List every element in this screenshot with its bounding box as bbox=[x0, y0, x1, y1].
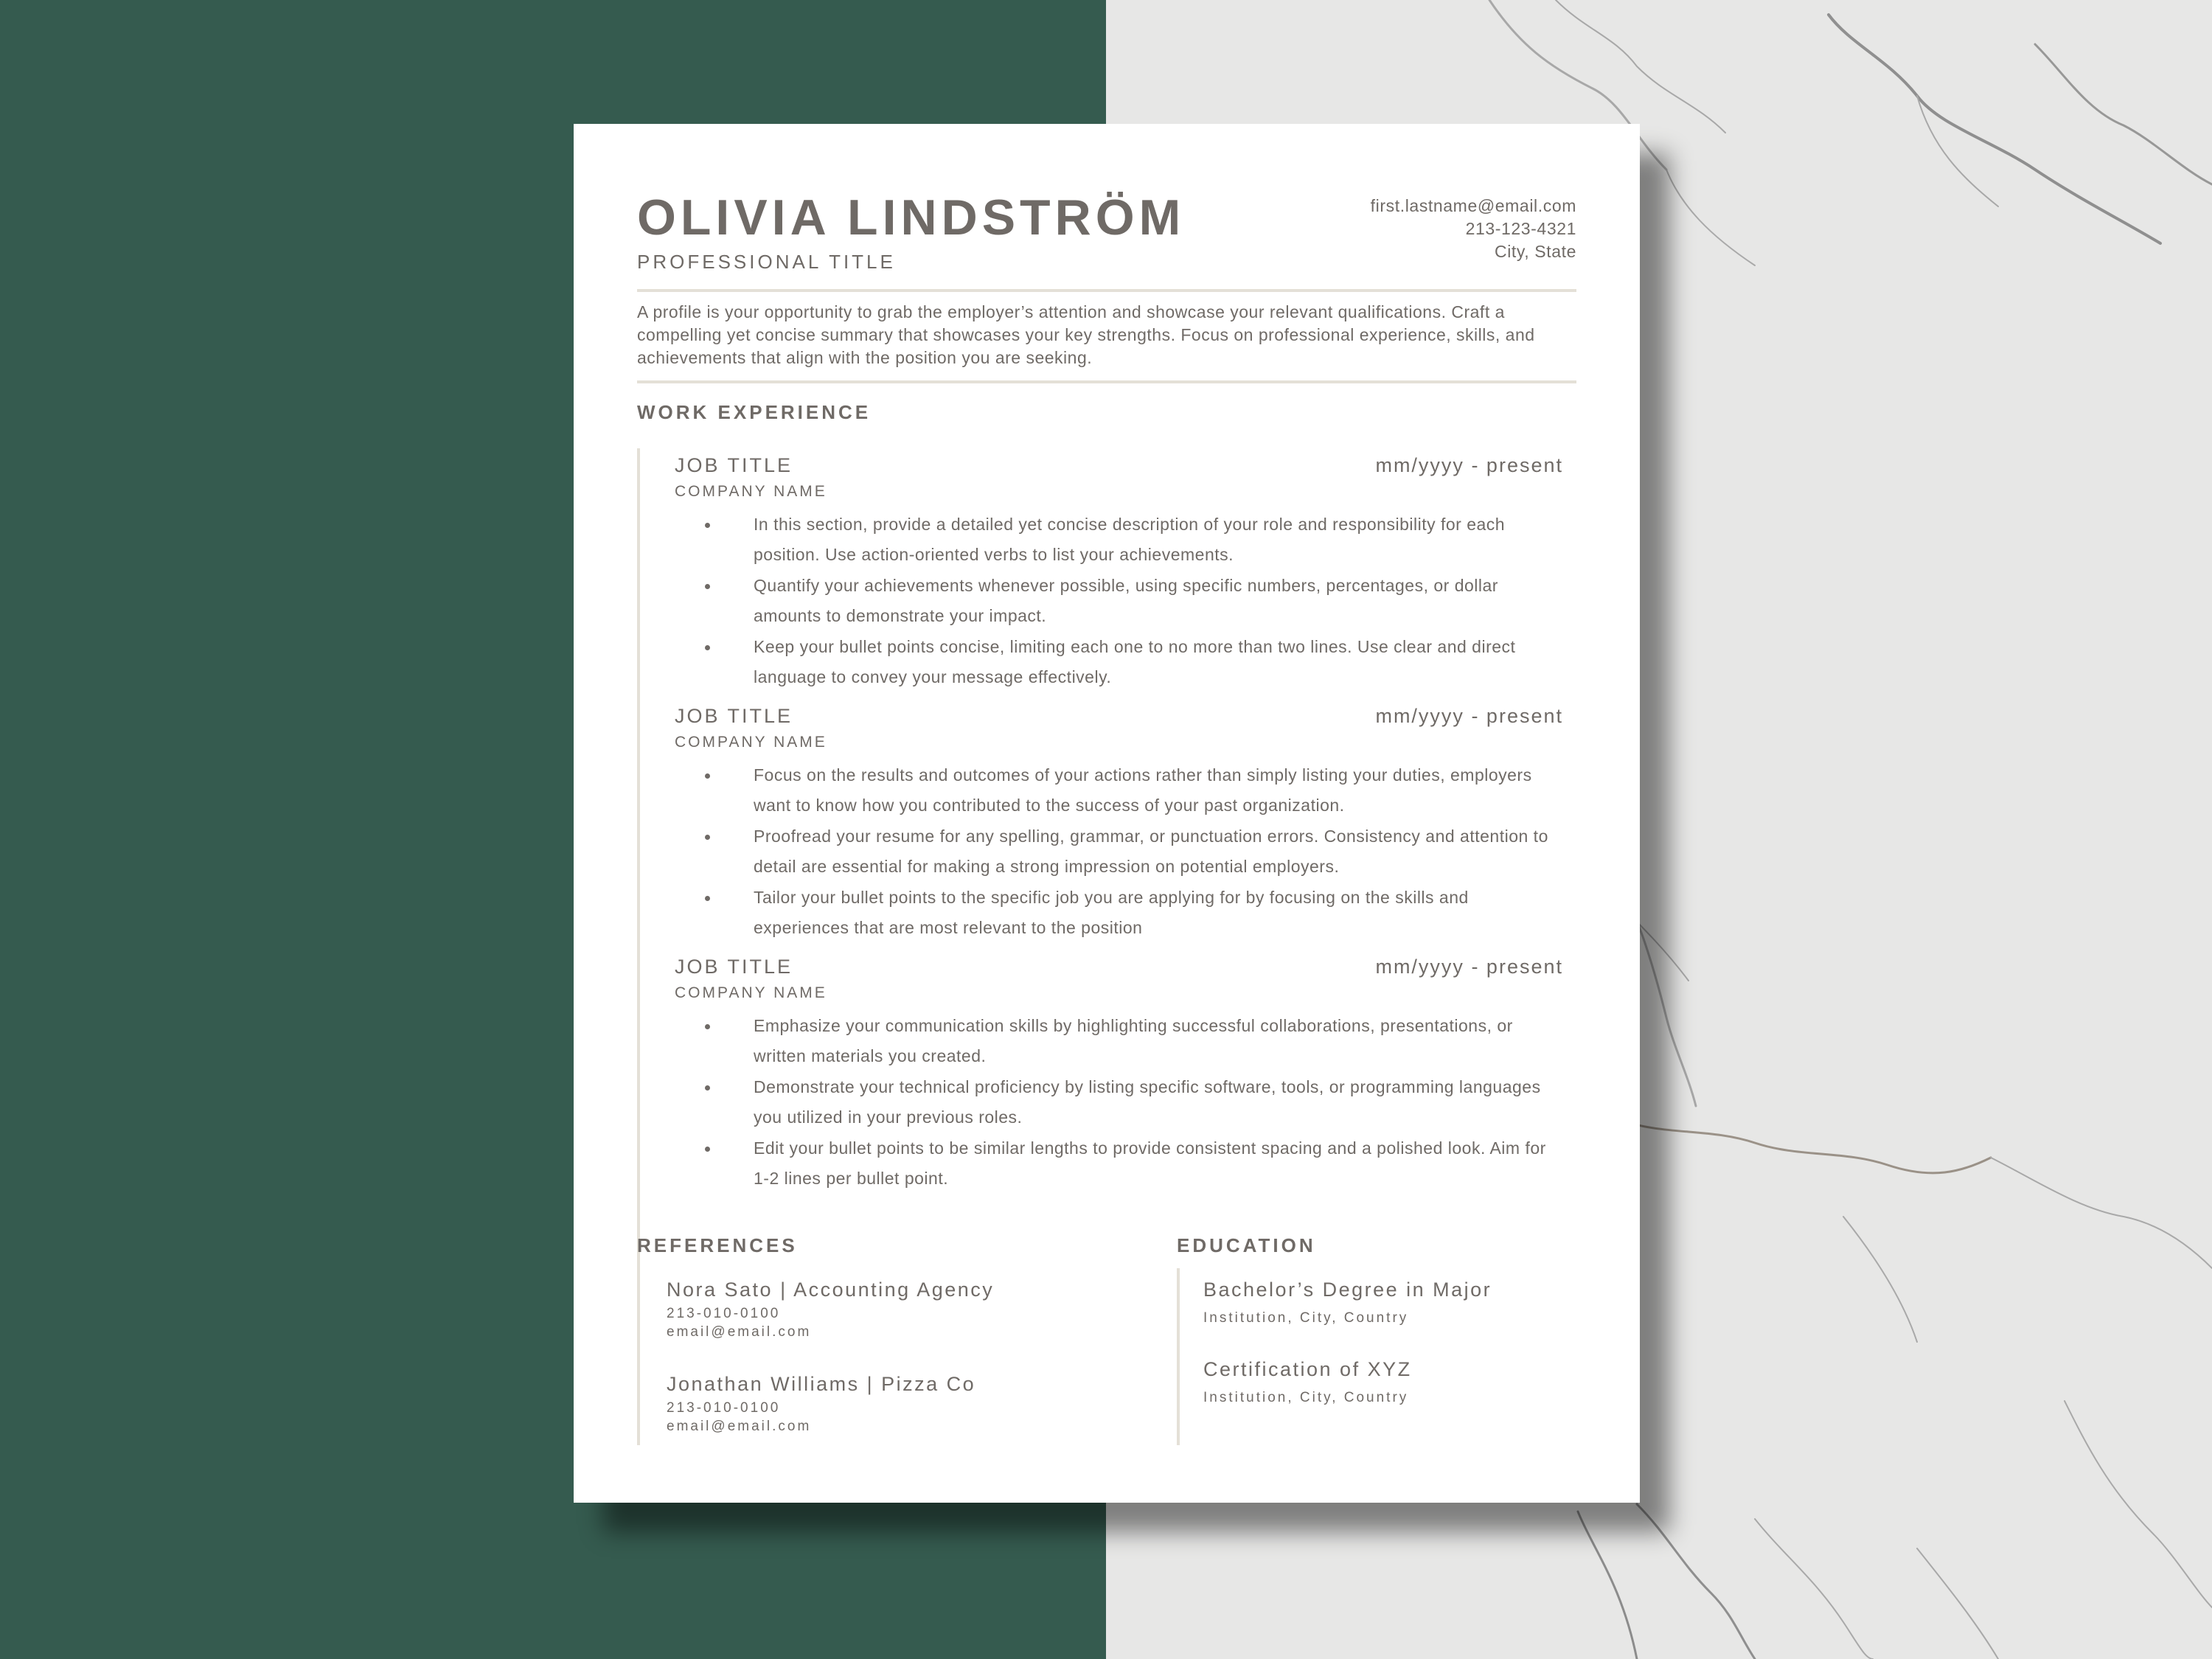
education-entry bbox=[1203, 1279, 1492, 1326]
job-bullets bbox=[675, 1011, 1563, 1194]
work-section-border bbox=[637, 448, 640, 1326]
job-dates: mm/yyyy - present bbox=[1375, 454, 1563, 476]
education-heading: EDUCATION bbox=[1177, 1234, 1316, 1256]
job-bullet bbox=[675, 821, 1563, 882]
job-bullet bbox=[675, 883, 1563, 943]
reference-phone: 213-010-0100 bbox=[667, 1306, 781, 1321]
bullet-text: In this section, provide a detailed yet concise description of your role and responsibility for each position. Use action-oriented verbs to list your achievements. bbox=[754, 515, 1506, 564]
bullet-icon bbox=[705, 645, 710, 650]
bullet-icon bbox=[705, 523, 710, 528]
bullet-icon bbox=[705, 1147, 710, 1152]
job-dates: mm/yyyy - present bbox=[1375, 956, 1563, 978]
reference-email: email@email.com bbox=[667, 1324, 812, 1340]
references-heading: REFERENCES bbox=[637, 1234, 798, 1256]
education-degree: Bachelor’s Degree in Major bbox=[1203, 1279, 1492, 1301]
job-bullet bbox=[675, 632, 1563, 692]
job-title: JOB TITLE bbox=[675, 705, 793, 727]
bullet-text: Emphasize your communication skills by highlighting successful collaborations, presentations, or written materials you created. bbox=[754, 1016, 1513, 1065]
job-bullet bbox=[675, 1072, 1563, 1133]
company-name: COMPANY NAME bbox=[675, 734, 827, 751]
bullet-text: Tailor your bullet points to the specific job you are applying for by focusing on the skills and experiences that are most relevant to the position bbox=[754, 888, 1469, 937]
bullet-text: Focus on the results and outcomes of your actions rather than simply listing your duties, employers want to know how you contributed to the success of your past organization. bbox=[754, 765, 1532, 815]
professional-title: PROFESSIONAL TITLE bbox=[637, 251, 896, 273]
job-bullet bbox=[675, 1011, 1563, 1071]
education-entry bbox=[1203, 1358, 1412, 1406]
job-bullets bbox=[675, 509, 1563, 692]
job-bullet bbox=[675, 1133, 1563, 1194]
job-bullet bbox=[675, 509, 1563, 570]
profile-divider bbox=[637, 380, 1576, 383]
profile-summary: A profile is your opportunity to grab the employer’s attention and showcase your relevant qualifications. Craft a compelling yet concise summary that showcases your key strengths. Focus on professional experience, skills, and achievements that align with the position you are seeking. bbox=[637, 302, 1535, 367]
education-detail: Institution, City, Country bbox=[1203, 1390, 1409, 1405]
bullet-icon bbox=[705, 1085, 710, 1091]
bullet-icon bbox=[705, 896, 710, 901]
resume-name: OLIVIA LINDSTRÖM bbox=[637, 189, 1186, 246]
reference-name: Jonathan Williams | Pizza Co bbox=[667, 1373, 976, 1395]
bullet-text: Demonstrate your technical proficiency by listing specific software, tools, or programming languages you utilized in your previous roles. bbox=[754, 1077, 1541, 1127]
reference-phone: 213-010-0100 bbox=[667, 1400, 781, 1416]
bullet-icon bbox=[705, 773, 710, 779]
job-title: JOB TITLE bbox=[675, 454, 793, 476]
bullet-text: Proofread your resume for any spelling, grammar, or punctuation errors. Consistency and attention to detail are essential for making a strong impression on potential employers. bbox=[754, 827, 1548, 876]
job-entry bbox=[675, 454, 1563, 693]
job-dates: mm/yyyy - present bbox=[1375, 705, 1563, 727]
header-divider bbox=[637, 289, 1576, 292]
references-border bbox=[637, 1268, 640, 1445]
contact-phone: 213-123-4321 bbox=[1465, 219, 1576, 238]
resume-page bbox=[574, 124, 1640, 1503]
company-name: COMPANY NAME bbox=[675, 984, 827, 1001]
work-experience-heading: WORK EXPERIENCE bbox=[637, 401, 872, 423]
reference-name: Nora Sato | Accounting Agency bbox=[667, 1279, 995, 1301]
reference-entry bbox=[667, 1279, 994, 1341]
bullet-text: Quantify your achievements whenever possible, using specific numbers, percentages, or dollar amounts to demonstrate your impact. bbox=[754, 576, 1498, 625]
job-entry bbox=[675, 956, 1563, 1194]
job-entry bbox=[675, 705, 1563, 944]
job-bullet bbox=[675, 571, 1563, 631]
bullet-icon bbox=[705, 835, 710, 840]
company-name: COMPANY NAME bbox=[675, 483, 827, 500]
bullet-icon bbox=[705, 1024, 710, 1029]
bullet-icon bbox=[705, 584, 710, 589]
contact-block bbox=[1371, 195, 1576, 263]
education-border bbox=[1177, 1268, 1180, 1445]
bullet-text: Keep your bullet points concise, limiting each one to no more than two lines. Use clear and direct language to convey your message effectively. bbox=[754, 637, 1516, 686]
bullet-text: Edit your bullet points to be similar lengths to provide consistent spacing and a polished look. Aim for 1-2 lines per bullet point. bbox=[754, 1138, 1546, 1188]
contact-email: first.lastname@email.com bbox=[1370, 196, 1576, 215]
job-bullets bbox=[675, 760, 1563, 943]
reference-entry bbox=[667, 1373, 975, 1436]
education-degree: Certification of XYZ bbox=[1203, 1358, 1412, 1380]
contact-location: City, State bbox=[1495, 242, 1576, 261]
job-title: JOB TITLE bbox=[675, 956, 793, 978]
job-bullet bbox=[675, 760, 1563, 821]
reference-email: email@email.com bbox=[667, 1419, 812, 1434]
education-detail: Institution, City, Country bbox=[1203, 1310, 1409, 1326]
